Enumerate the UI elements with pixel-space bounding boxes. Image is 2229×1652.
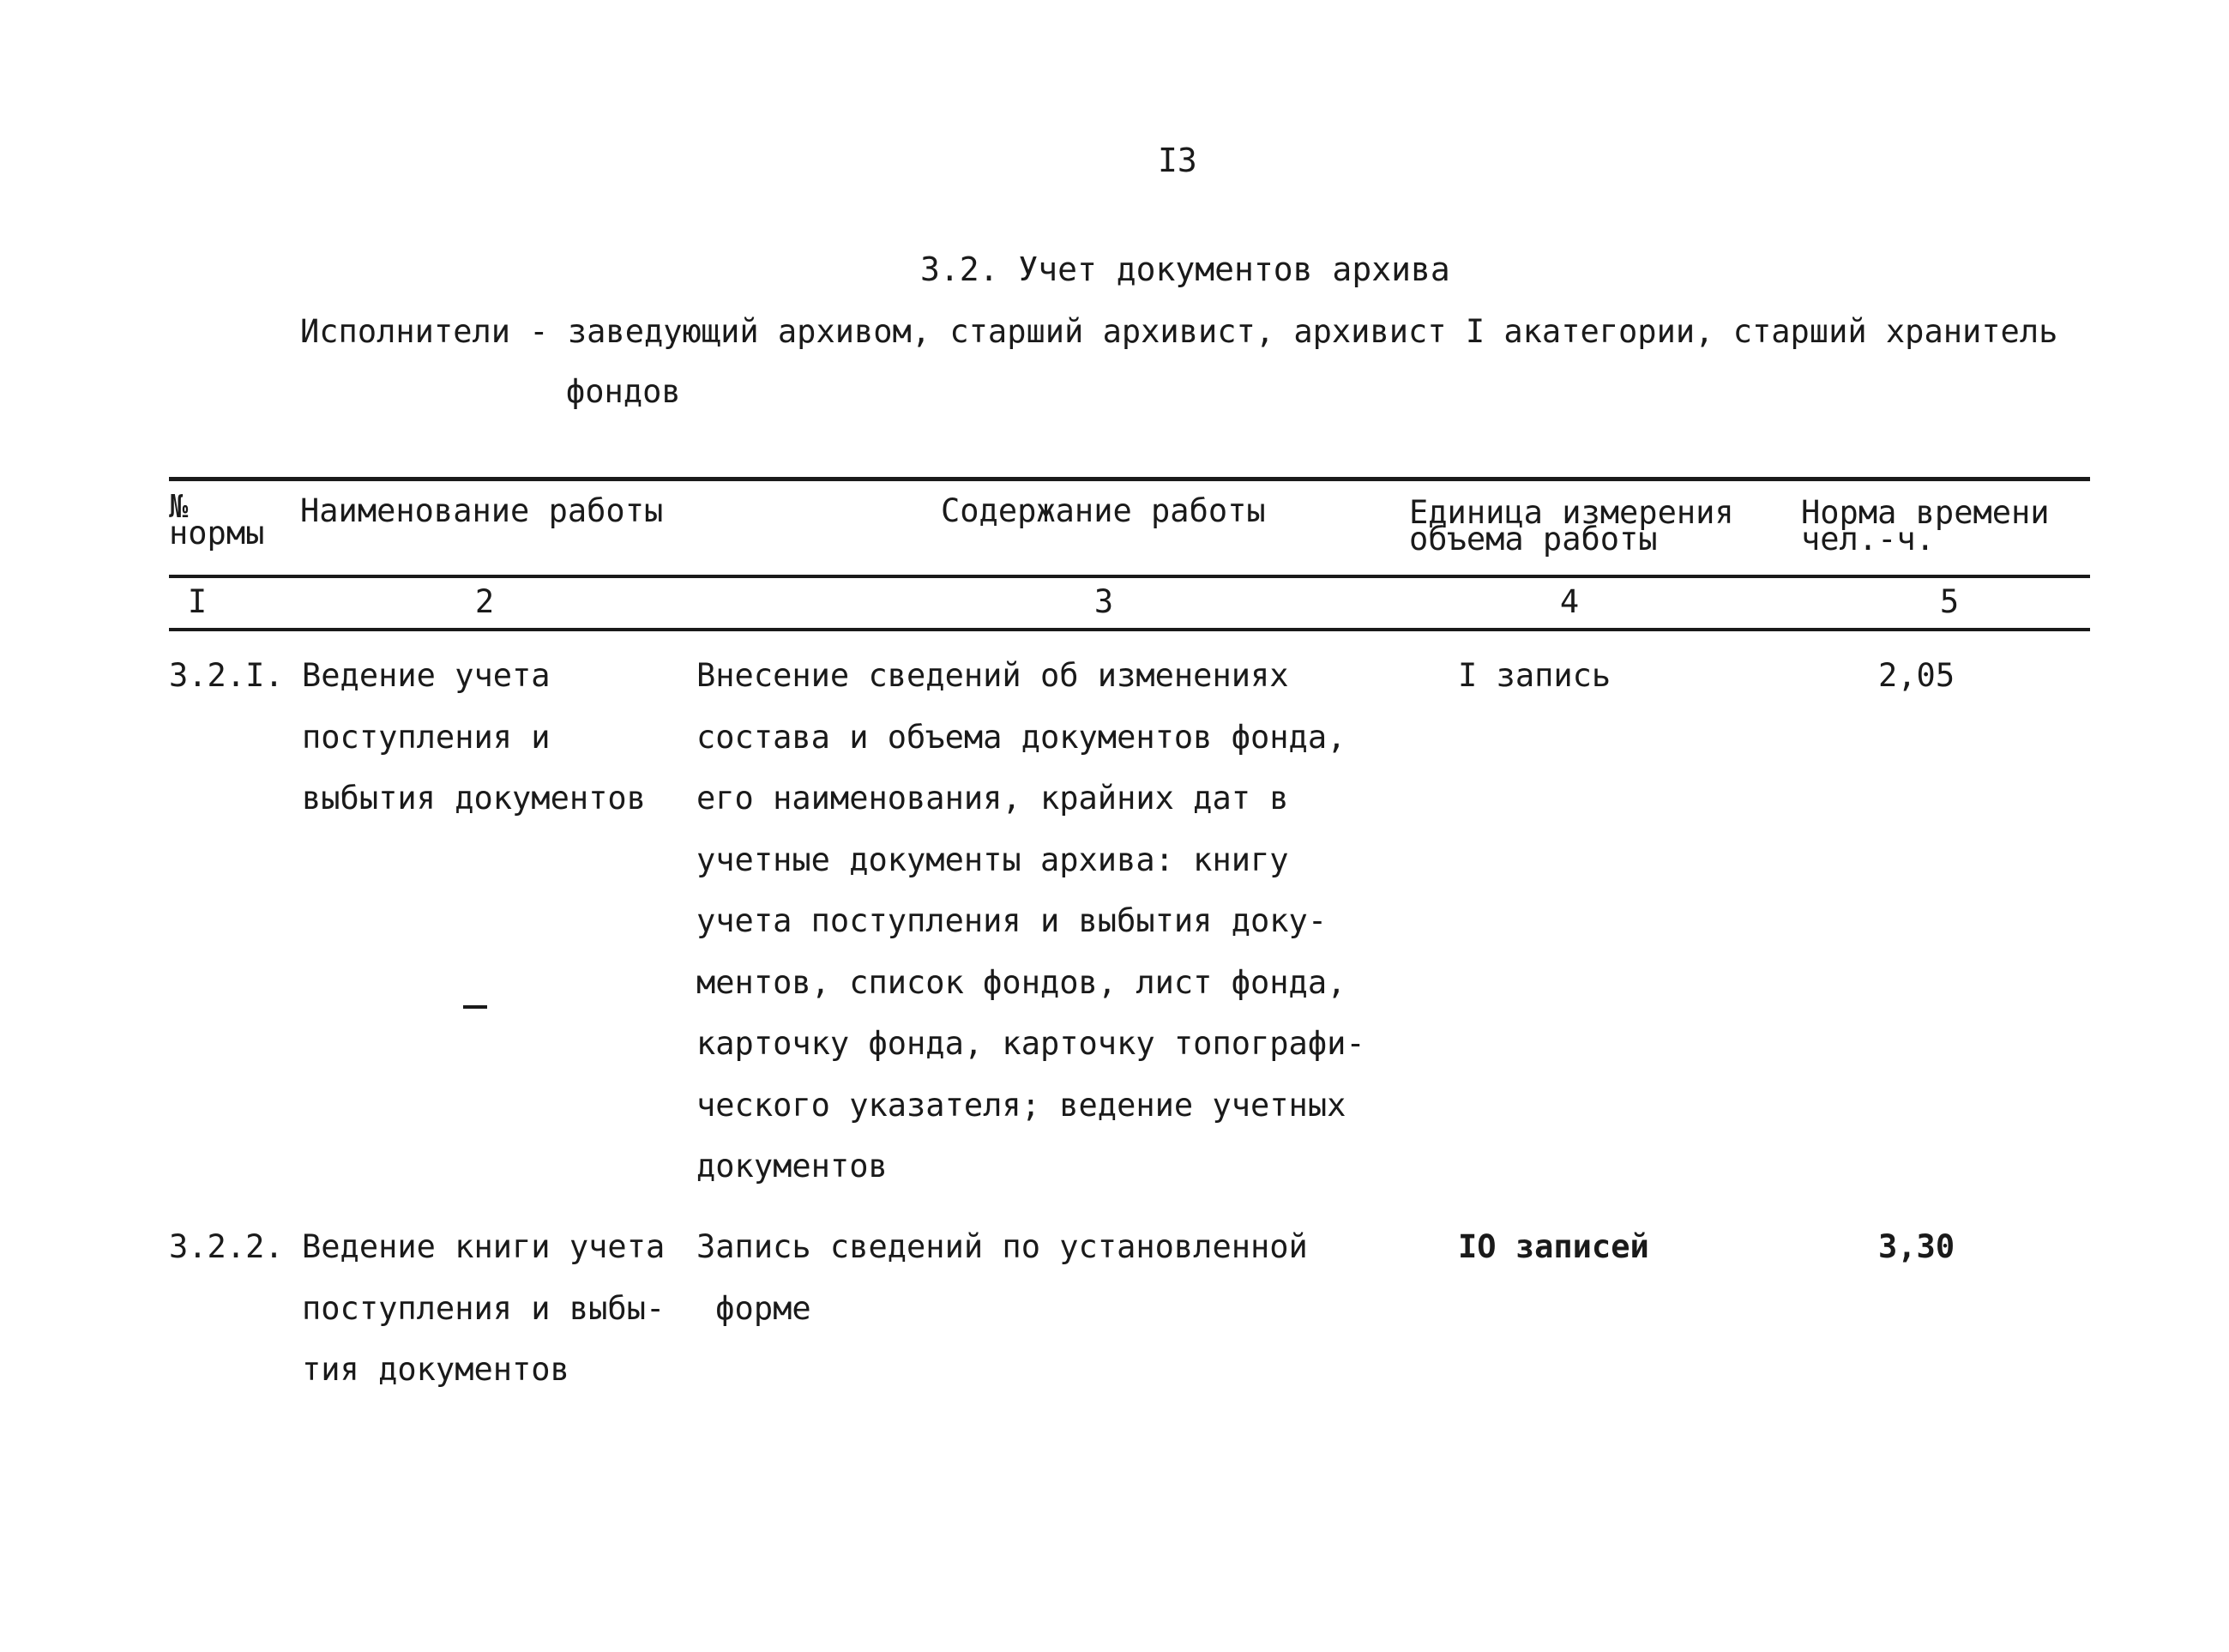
header-work-content: Содержание работы [941,492,1266,529]
dash-mark [463,1005,487,1009]
table-header-rule [169,575,2090,578]
column-number-2: 2 [474,583,495,620]
header-norm-number: № нормы [169,488,265,552]
row-work-content: Запись сведений по установленной форме [696,1228,1308,1327]
row-work-name: Ведение книги учета поступления и выбы- тия документов [302,1228,666,1388]
row-work-name: Ведение учета поступления и выбытия документов [302,657,646,817]
executors-line-continuation: фондов [566,373,681,410]
section-title: 3.2. Учет документов архива [920,250,1450,288]
executors-line: Исполнители - заведующий архивом, старший архивист, архивист I акатегории, старший хранитель [300,313,2058,350]
row-norm-number: 3.2.2. [169,1228,284,1265]
row-time-norm: 3,30 [1878,1228,1955,1265]
row-work-content: Внесение сведений об изменениях состава и объема документов фонда, его наименования, крайних дат в учетные документы архива: книгу учета поступления и выбытия доку- ментов, список фондов, лист фонда, карточку фонда, карточку топографи- ческого указателя; ведение учетных документов [696,657,1365,1185]
row-unit: I запись [1458,657,1612,694]
header-unit: Единица измерения объема работы [1409,494,1734,558]
column-number-1: I [187,583,208,620]
row-unit: IO записей [1458,1228,1649,1265]
column-number-5: 5 [1939,583,1960,620]
row-norm-number: 3.2.I. [169,657,284,694]
header-work-name: Наименование работы [300,492,664,529]
header-time-norm: Норма времени чел.-ч. [1801,494,2050,558]
table-top-rule [169,477,2090,481]
column-number-4: 4 [1559,583,1580,620]
column-number-3: 3 [1093,583,1114,620]
page-number: I3 [1158,142,1197,179]
row-time-norm: 2,05 [1878,657,1955,694]
table-column-numbers-rule [169,628,2090,631]
